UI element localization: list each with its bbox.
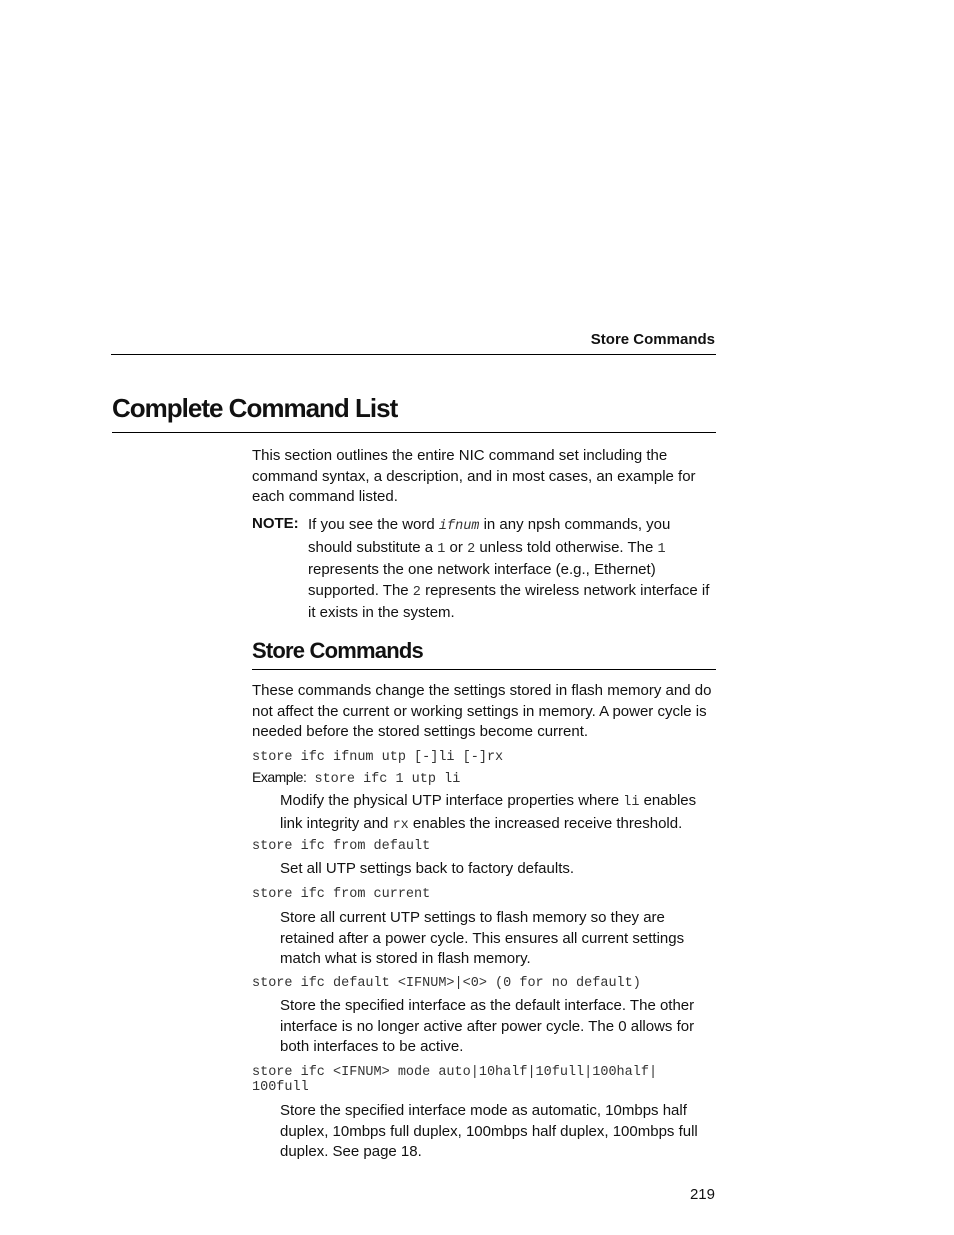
command-description-from-current: Store all current UTP settings to flash memory so they are retained after a power cycle. This ensures all current settings match what is stored in flash memory. bbox=[280, 909, 685, 967]
example-label: Example: bbox=[252, 769, 307, 785]
command-description-default: Store the specified interface as the default interface. The other interface is no longer active after power cycle. The 0 allows for both interfaces to be active. bbox=[280, 997, 695, 1055]
note-text-2: in any npsh commands, you should substitute a bbox=[308, 516, 671, 556]
section-rule bbox=[252, 669, 716, 670]
running-head: Store Commands bbox=[590, 331, 715, 348]
desc-text-3: enables the increased receive threshold. bbox=[408, 814, 683, 832]
command-syntax-from-default: store ifc from default bbox=[252, 839, 431, 854]
note-text-5: represents the one network interface (e.g., Ethernet) supported. The bbox=[308, 561, 656, 599]
command-syntax-mode-line2: 100full bbox=[252, 1080, 309, 1095]
note-text-3: or bbox=[445, 538, 468, 556]
note-text-6: represents the wireless network interface if it exists in the system. bbox=[308, 581, 710, 621]
command-description-from-default: Set all UTP settings back to factory defaults. bbox=[280, 860, 575, 877]
command-syntax-utp: store ifc ifnum utp [-]li [-]rx bbox=[252, 750, 504, 765]
section-heading: Store Commands bbox=[252, 638, 423, 663]
intro-paragraph: This section outlines the entire NIC command set including the command syntax, a description, and in most cases, an example for each command listed. bbox=[252, 447, 696, 505]
header-rule bbox=[111, 354, 716, 355]
command-description-mode: Store the specified interface mode as automatic, 10mbps half duplex, 10mbps full duplex, 100mbps half duplex, 100mbps full duplex. See page 18. bbox=[280, 1102, 698, 1160]
title-rule bbox=[112, 432, 716, 433]
command-example-row bbox=[252, 769, 460, 788]
page-title: Complete Command List bbox=[112, 393, 398, 423]
note-code-3: 1 bbox=[657, 541, 666, 557]
command-syntax-default: store ifc default <IFNUM>|<0> (0 for no default) bbox=[252, 976, 641, 991]
desc-text-2: enables link integrity and bbox=[280, 792, 697, 832]
desc-code-rx: rx bbox=[392, 817, 409, 833]
note-code-1: 1 bbox=[437, 541, 446, 557]
command-example: store ifc 1 utp li bbox=[314, 772, 461, 787]
note-label: NOTE: bbox=[252, 515, 299, 532]
desc-text-1: Modify the physical UTP interface properties where bbox=[280, 792, 624, 809]
section-intro: These commands change the settings stored in flash memory and do not affect the current or working settings in memory. A power cycle is needed before the stored settings become current. bbox=[252, 682, 712, 740]
note-code-ifnum: ifnum bbox=[438, 519, 480, 534]
command-syntax-mode-line1: store ifc <IFNUM> mode auto|10half|10full|100half| bbox=[252, 1065, 658, 1080]
note-text-4: unless told otherwise. The bbox=[475, 538, 658, 556]
note-text bbox=[308, 515, 718, 624]
command-syntax-from-current: store ifc from current bbox=[252, 887, 431, 902]
desc-code-li: li bbox=[623, 795, 640, 810]
note-code-4: 2 bbox=[412, 584, 421, 600]
page-number: 219 bbox=[689, 1186, 715, 1203]
command-description-utp bbox=[280, 791, 718, 836]
note-text-1: If you see the word bbox=[308, 516, 439, 533]
note-code-2: 2 bbox=[467, 541, 476, 557]
